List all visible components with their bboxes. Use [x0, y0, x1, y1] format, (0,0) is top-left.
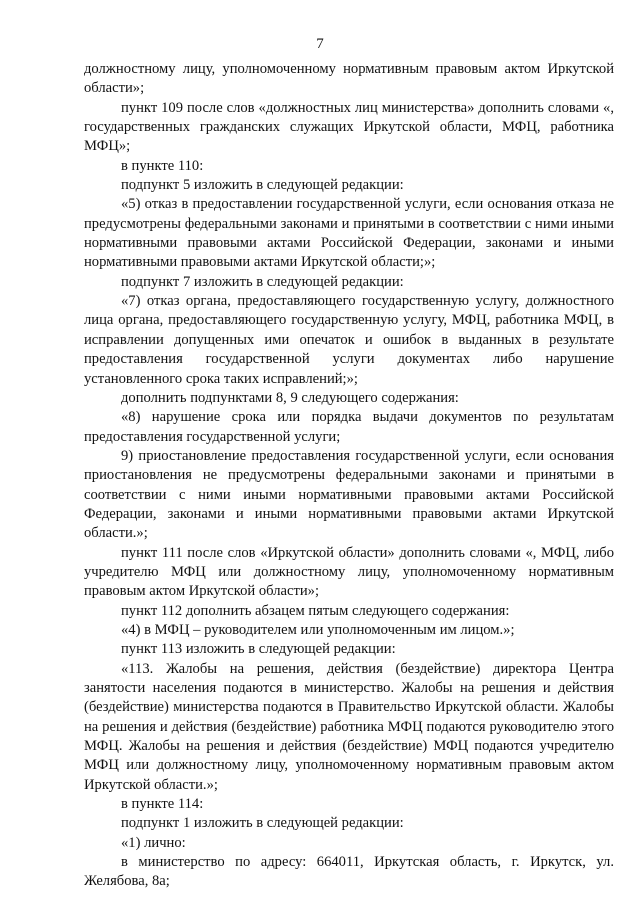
paragraph: в министерство по адресу: 664011, Иркутская область, г. Иркутск, ул. Желябова, 8а;: [84, 854, 614, 890]
page-number: 7: [316, 36, 324, 52]
document-body: [84, 60, 614, 892]
paragraph: дополнить подпунктами 8, 9 следующего содержания:: [121, 389, 459, 406]
paragraph: «4) в МФЦ – руководителем или уполномоченным им лицом.»;: [121, 621, 515, 638]
paragraph: подпункт 7 изложить в следующей редакции:: [121, 273, 404, 290]
paragraph: в пункте 114:: [121, 796, 204, 813]
paragraph: «113. Жалобы на решения, действия (бездействие) директора Центра занятости населения подаются в министерство. Жалобы на решения и действия (бездействие) министерства подаются в Правительство Иркутской области. Жалобы на решения и действия (бездействие) работника МФЦ подаются руководителю этого МФЦ. Жалобы на решения и действия (бездействие) МФЦ подаются учредителю МФЦ или должностному лицу, уполномоченному нормативным правовым актом Иркутской области.»;: [84, 660, 614, 793]
paragraph: «5) отказ в предоставлении государственной услуги, если основания отказа не предусмотрены федеральными законами и принятыми в соответствии с ними иными нормативными правовыми актами Российской Федерации, законами и иными нормативными правовыми актами Иркутской области;»;: [84, 196, 614, 271]
paragraph: пункт 112 дополнить абзацем пятым следующего содержания:: [121, 602, 510, 619]
paragraph: должностному лицу, уполномоченному нормативным правовым актом Иркутской области»;: [84, 61, 614, 97]
paragraph: 9) приостановление предоставления государственной услуги, если основания приостановления не предусмотрены федеральными законами и принятыми в соответствии с ними иными нормативными правовыми актами Российской Федерации, законами и иными нормативными правовыми актами Иркутской области.»;: [84, 447, 614, 542]
paragraph: пункт 111 после слов «Иркутской области» дополнить словами «, МФЦ, либо учредителю МФЦ или должностному лицу, уполномоченному нормативным правовым актом Иркутской области»;: [84, 544, 614, 600]
paragraph: пункт 109 после слов «должностных лиц министерства» дополнить словами «, государственных гражданских служащих Иркутской области, МФЦ, работника МФЦ»;: [84, 99, 614, 155]
paragraph: «8) нарушение срока или порядка выдачи документов по результатам предоставления государственной услуги;: [84, 409, 614, 445]
paragraph: «1) лично:: [121, 834, 186, 851]
paragraph: пункт 113 изложить в следующей редакции:: [121, 641, 396, 658]
paragraph: подпункт 1 изложить в следующей редакции:: [121, 815, 404, 832]
paragraph: подпункт 5 изложить в следующей редакции:: [121, 177, 404, 194]
paragraph: «7) отказ органа, предоставляющего государственную услугу, должностного лица органа, предоставляющего государственную услугу, МФЦ, работника МФЦ, в исправлении допущенных ими опечаток и ошибок в выданных в результате предоставления государственной услуги документах либо нарушение установленного срока таких исправлений;»;: [84, 293, 614, 387]
paragraph: в пункте 110:: [121, 157, 204, 174]
